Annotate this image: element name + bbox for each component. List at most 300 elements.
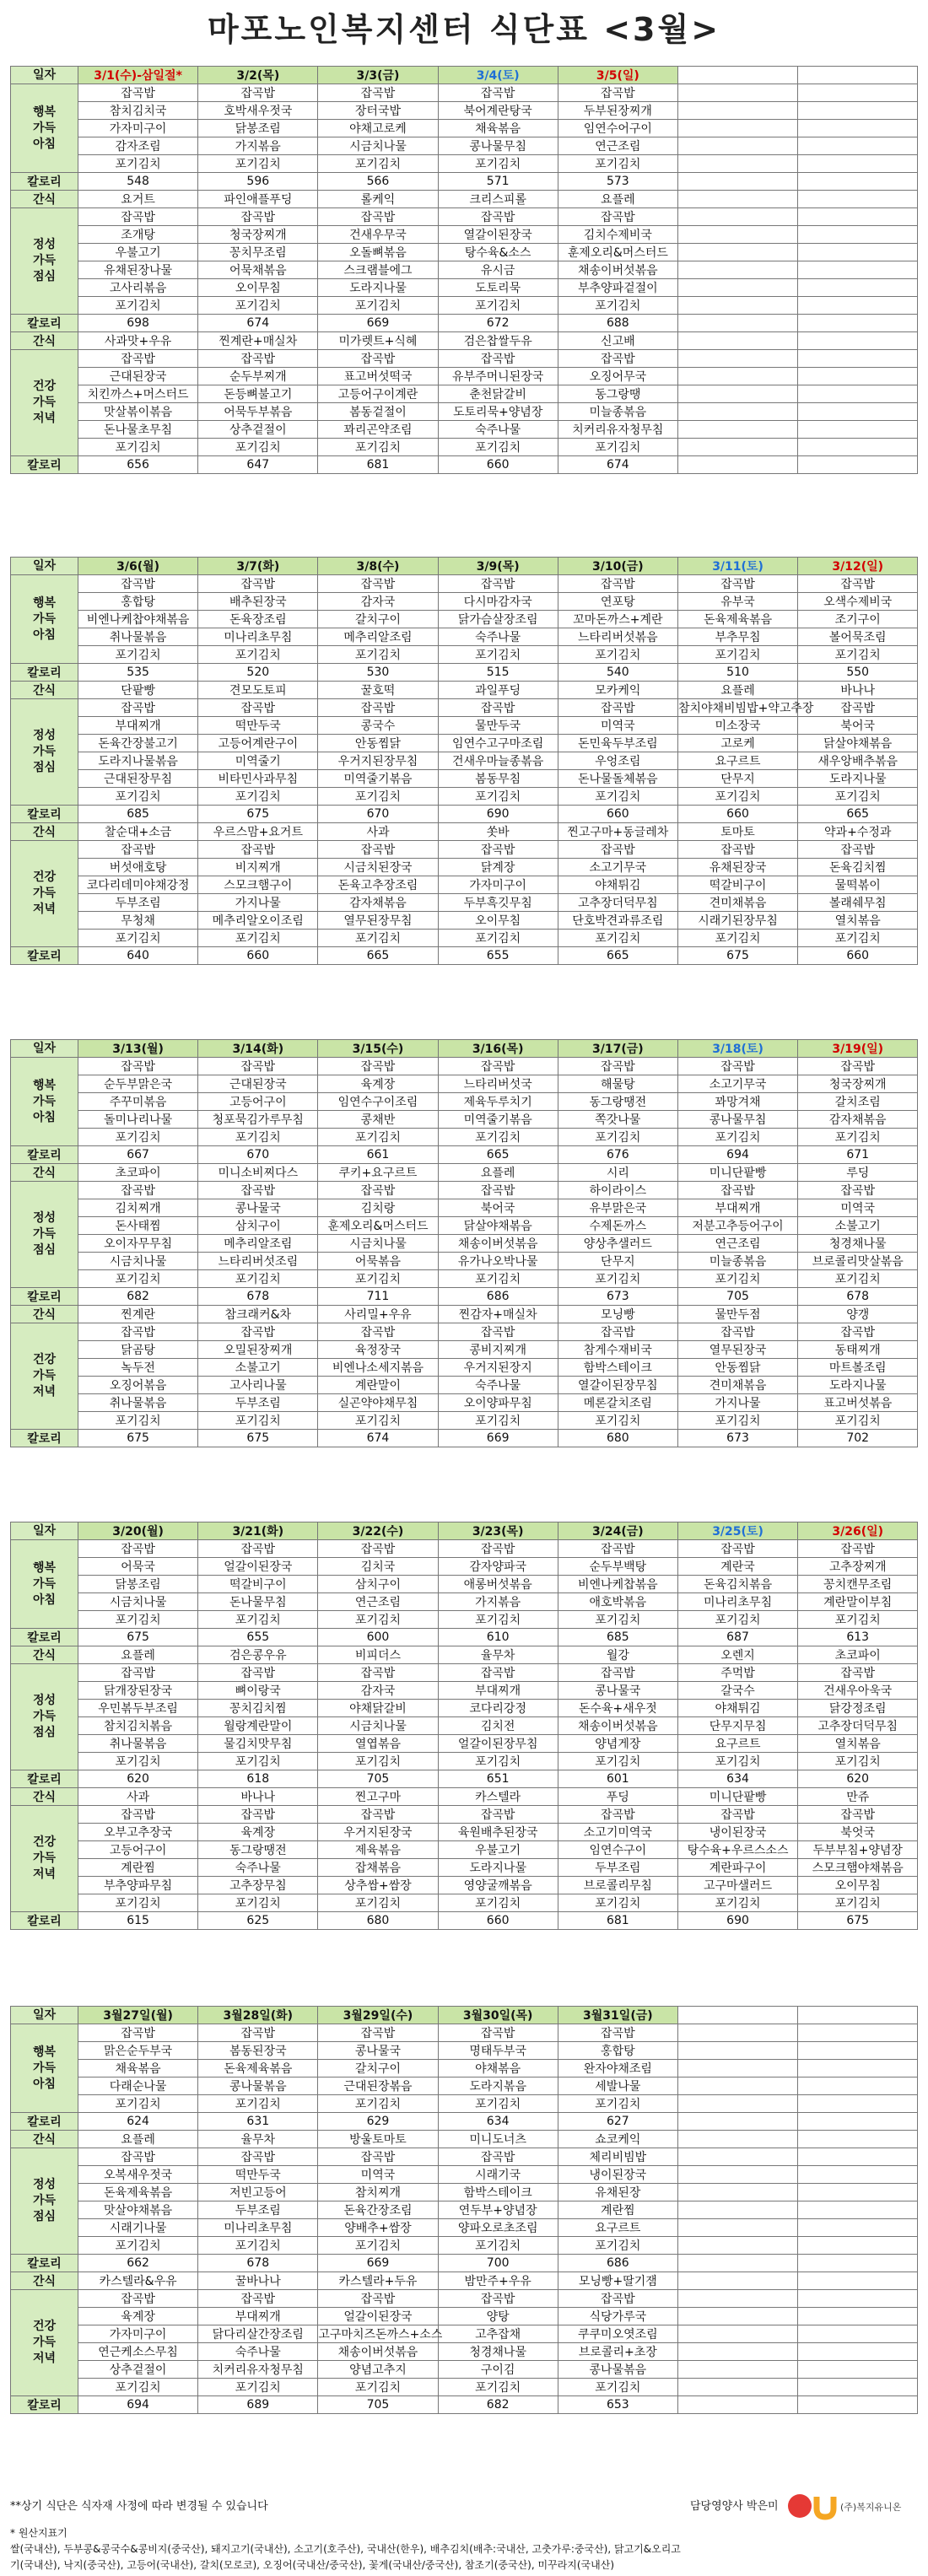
dinner-label-line: 가득 [32, 887, 57, 900]
lunch-item: 도토리묵 [438, 279, 558, 297]
snack-item: 율무차 [438, 1646, 558, 1664]
dinner-item: 잡곡밥 [78, 350, 198, 368]
snack-item: 토마토 [677, 823, 797, 841]
empty-cell [677, 244, 797, 261]
dinner-item: 포기김치 [677, 930, 797, 947]
date-header: 3월30일(목) [438, 2007, 558, 2024]
dinner-item: 닭다리살간장조림 [198, 2325, 318, 2343]
empty-cell [677, 208, 797, 226]
calorie-value: 665 [558, 947, 677, 965]
lunch-item: 오이자무무침 [78, 1235, 198, 1253]
empty-cell [677, 2060, 797, 2078]
lunch-label [11, 1182, 78, 1288]
dinner-item: 포기김치 [198, 930, 318, 947]
breakfast-label-line: 행복 [32, 105, 57, 119]
lunch-item: 잡곡밥 [438, 208, 558, 226]
dinner-item: 포기김치 [318, 2379, 438, 2396]
snack-item-label: 간식 [11, 191, 78, 208]
empty-cell [798, 403, 918, 421]
dinner-item: 잡곡밥 [198, 350, 318, 368]
breakfast-item: 포기김치 [558, 646, 677, 664]
lunch-item: 잡곡밥 [78, 2148, 198, 2166]
breakfast-label-line: 행복 [32, 1078, 57, 1092]
lunch-label-line: 정성 [32, 2178, 57, 2191]
empty-cell [677, 403, 797, 421]
date-label: 일자 [11, 67, 78, 84]
empty-cell [798, 102, 918, 120]
dinner-item: 잡곡밥 [558, 350, 677, 368]
dinner-item: 우거지된장국 [318, 1824, 438, 1841]
snack-item: 미니단팥빵 [677, 1788, 797, 1806]
dinner-label-line: 가득 [32, 1369, 57, 1382]
snack-item: 요플레 [677, 682, 797, 699]
origin-line: 쌀(국내산), 두부콩&콩국수&콩비지(중국산), 돼지고기(국내산), 소고기(호주산), 국내산(한우), 배추김치(배추:국내산, 고춧가루:중국산), 닭고기&오리고 [10, 2543, 681, 2555]
lunch-item: 잡곡밥 [318, 208, 438, 226]
breakfast-item: 숙주나물 [438, 628, 558, 646]
dinner-item: 포기김치 [198, 1412, 318, 1430]
breakfast-item: 꽁치캔무조림 [798, 1576, 918, 1593]
lunch-item: 잡곡밥 [558, 699, 677, 717]
empty-cell [798, 297, 918, 315]
empty-cell [677, 173, 797, 191]
breakfast-item: 포기김치 [78, 646, 198, 664]
lunch-item: 하이라이스 [558, 1182, 677, 1199]
dinner-label-line: 저녁 [32, 2352, 57, 2365]
lunch-item: 닭살야채볶음 [798, 735, 918, 752]
lunch-item: 포기김치 [198, 297, 318, 315]
breakfast-item: 닭봉조림 [198, 120, 318, 137]
breakfast-item: 잡곡밥 [798, 575, 918, 593]
calorie-value: 686 [558, 2255, 677, 2272]
dinner-item: 두부부침+양념장 [798, 1841, 918, 1859]
calorie-value: 672 [438, 315, 558, 332]
breakfast-item: 배추된장국 [198, 593, 318, 611]
dinner-item: 스모크햄야채볶음 [798, 1859, 918, 1877]
snack-item: 사과 [318, 823, 438, 841]
calorie-value: 690 [677, 1912, 797, 1930]
empty-cell [677, 2308, 797, 2325]
empty-cell [677, 456, 797, 474]
dinner-item: 잡곡밥 [438, 1323, 558, 1341]
dinner-item: 가지나물 [677, 1394, 797, 1412]
breakfast-label [11, 84, 78, 173]
breakfast-item: 돈육제육볶음 [198, 2060, 318, 2078]
empty-cell [798, 84, 918, 102]
empty-cell [798, 2308, 918, 2325]
lunch-item: 콩나물국 [198, 1199, 318, 1217]
dinner-item: 포기김치 [78, 1412, 198, 1430]
breakfast-item: 갈치조림 [798, 1093, 918, 1111]
snack-item: 검은찹쌀두유 [438, 332, 558, 350]
lunch-item: 포기김치 [798, 1270, 918, 1288]
breakfast-item: 포기김치 [438, 1611, 558, 1629]
breakfast-item: 잡곡밥 [798, 1058, 918, 1075]
lunch-item: 조개탕 [78, 226, 198, 244]
lunch-item: 포기김치 [558, 297, 677, 315]
lunch-item: 콩국수 [318, 717, 438, 735]
dinner-item: 고구마샐러드 [677, 1877, 797, 1894]
dinner-item: 마트볼조림 [798, 1359, 918, 1377]
lunch-item: 포기김치 [438, 2237, 558, 2255]
calorie-value: 694 [677, 1146, 797, 1164]
dinner-item: 두부흑깃무침 [438, 894, 558, 912]
snack-item: 양갱 [798, 1306, 918, 1323]
dinner-item: 근대된장국 [78, 368, 198, 385]
dinner-item: 포기김치 [798, 930, 918, 947]
breakfast-item: 포기김치 [798, 646, 918, 664]
breakfast-item: 잡곡밥 [558, 1058, 677, 1075]
dinner-item: 얼갈이된장국 [318, 2308, 438, 2325]
dinner-item: 잡곡밥 [438, 841, 558, 859]
snack-item: 롤케익 [318, 191, 438, 208]
lunch-item: 꽁치김치찜 [198, 1700, 318, 1717]
dinner-item: 도라지나물 [798, 1377, 918, 1394]
dinner-item: 계란말이 [318, 1377, 438, 1394]
empty-cell [677, 332, 797, 350]
breakfast-item: 미역줄기볶음 [438, 1111, 558, 1129]
snack-item: 약과+수정과 [798, 823, 918, 841]
lunch-item: 포기김치 [798, 1753, 918, 1770]
breakfast-label [11, 1540, 78, 1629]
dinner-label-line: 건강 [32, 870, 57, 884]
lunch-item: 얼갈이된장무침 [438, 1735, 558, 1753]
snack-item: 모카케익 [558, 682, 677, 699]
lunch-item: 포기김치 [438, 1270, 558, 1288]
empty-cell [677, 297, 797, 315]
snack-item-label: 간식 [11, 332, 78, 350]
dinner-item: 포기김치 [438, 1894, 558, 1912]
lunch-item: 포기김치 [318, 2237, 438, 2255]
lunch-label-line: 점심 [32, 270, 57, 283]
snack-item: 물만두점 [677, 1306, 797, 1323]
calorie-value: 676 [558, 1146, 677, 1164]
dinner-item: 오이무침 [438, 912, 558, 930]
dinner-item: 열무된장무침 [318, 912, 438, 930]
breakfast-item: 포기김치 [78, 155, 198, 173]
dinner-item: 가지나물 [198, 894, 318, 912]
snack-item: 요거트 [78, 191, 198, 208]
breakfast-item: 포기김치 [677, 1611, 797, 1629]
empty-cell [798, 2007, 918, 2024]
empty-cell [798, 2272, 918, 2290]
dinner-item: 도라지나물 [438, 1859, 558, 1877]
date-header: 3/10(금) [558, 558, 677, 575]
dinner-item: 치커리유자청무침 [198, 2361, 318, 2379]
snack-item: 쿠키+요구르트 [318, 1164, 438, 1182]
empty-cell [798, 191, 918, 208]
empty-cell [677, 2184, 797, 2201]
calorie-value: 675 [78, 1629, 198, 1646]
dinner-item: 치커리유자청무침 [558, 421, 677, 439]
calorie-value: 550 [798, 664, 918, 682]
dinner-item: 잡곡밥 [198, 1806, 318, 1824]
dinner-item: 메론갈치조림 [558, 1394, 677, 1412]
breakfast-item: 잡곡밥 [677, 1540, 797, 1558]
dinner-item: 동태찌개 [798, 1341, 918, 1359]
dinner-item: 잡곡밥 [438, 350, 558, 368]
dinner-label-line: 건강 [32, 1353, 57, 1366]
company-logo [786, 2492, 913, 2520]
calorie-value: 702 [798, 1430, 918, 1447]
snack-item: 방울토마토 [318, 2131, 438, 2148]
dinner-item: 포기김치 [798, 1894, 918, 1912]
breakfast-item: 포기김치 [318, 155, 438, 173]
dinner-item: 가자미구이 [438, 876, 558, 894]
date-header: 3/14(화) [198, 1040, 318, 1058]
lunch-item: 고로케 [677, 735, 797, 752]
lunch-label-line: 점심 [32, 2210, 57, 2223]
snack-item: 카스텔라 [438, 1788, 558, 1806]
calorie-value: 566 [318, 173, 438, 191]
snack-item: 오렌지 [677, 1646, 797, 1664]
breakfast-item: 콩채반 [318, 1111, 438, 1129]
dinner-item: 오밀된장찌개 [198, 1341, 318, 1359]
dinner-label-line: 건강 [32, 380, 57, 393]
dinner-item: 채송이버섯볶음 [318, 2343, 438, 2361]
lunch-label-line: 정성 [32, 1211, 57, 1225]
date-header: 3월28일(화) [198, 2007, 318, 2024]
snack-item: 월강 [558, 1646, 677, 1664]
empty-cell [798, 120, 918, 137]
dinner-item: 오부고추장국 [78, 1824, 198, 1841]
dinner-item: 식당가루국 [558, 2308, 677, 2325]
calorie-value-label: 칼로리 [11, 2396, 78, 2414]
calorie-value: 596 [198, 173, 318, 191]
lunch-item: 잡곡밥 [198, 1664, 318, 1682]
lunch-item: 새우앙배추볶음 [798, 752, 918, 770]
dinner-item: 잡곡밥 [798, 841, 918, 859]
breakfast-item: 잡곡밥 [318, 1058, 438, 1075]
snack-item: 쇼코케익 [558, 2131, 677, 2148]
lunch-item: 우엉조림 [558, 752, 677, 770]
empty-cell [677, 2396, 797, 2414]
dinner-item: 냉이된장국 [677, 1824, 797, 1841]
date-header: 3/2(목) [198, 67, 318, 84]
breakfast-item: 콩나물볶음 [198, 2078, 318, 2095]
snack-item: 모닝빵+딸기잼 [558, 2272, 677, 2290]
date-header: 3/26(일) [798, 1522, 918, 1540]
lunch-item: 포기김치 [438, 788, 558, 806]
calorie-value: 680 [558, 1430, 677, 1447]
empty-cell [677, 2272, 797, 2290]
lunch-item: 미늘종볶음 [677, 1253, 797, 1270]
snack-item: 미니소비찌다스 [198, 1164, 318, 1182]
lunch-item: 잡곡밥 [78, 1664, 198, 1682]
empty-cell [798, 315, 918, 332]
calorie-value: 631 [198, 2113, 318, 2131]
snack-item: 미니단팥빵 [677, 1164, 797, 1182]
empty-cell [677, 2325, 797, 2343]
dinner-item: 열치볶음 [798, 912, 918, 930]
dinner-item: 동그랑땡 [558, 385, 677, 403]
breakfast-label-line: 가득 [32, 121, 57, 135]
lunch-label-line: 가득 [32, 745, 57, 758]
empty-cell [677, 2255, 797, 2272]
dinner-item: 숙주나물 [198, 1859, 318, 1877]
breakfast-item: 유부국 [677, 593, 797, 611]
lunch-item: 잡곡밥 [318, 2148, 438, 2166]
dinner-item: 숙주나물 [198, 2343, 318, 2361]
breakfast-item: 잡곡밥 [78, 1058, 198, 1075]
date-header: 3/25(토) [677, 1522, 797, 1540]
empty-cell [677, 67, 797, 84]
snack-item: 모닝빵 [558, 1306, 677, 1323]
calorie-value: 660 [438, 456, 558, 474]
lunch-item: 잡곡밥 [798, 1664, 918, 1682]
breakfast-label [11, 2024, 78, 2113]
calorie-value: 530 [318, 664, 438, 682]
empty-cell [677, 2219, 797, 2237]
snack-item: 우르스맘+요거트 [198, 823, 318, 841]
breakfast-item: 포기김치 [78, 1129, 198, 1146]
calorie-value: 660 [438, 1912, 558, 1930]
lunch-item: 갈국수 [677, 1682, 797, 1700]
breakfast-item: 계란국 [677, 1558, 797, 1576]
breakfast-item: 두부된장찌개 [558, 102, 677, 120]
calorie-value: 669 [318, 2255, 438, 2272]
snack-item: 루딩 [798, 1164, 918, 1182]
lunch-item: 포기김치 [318, 788, 438, 806]
dinner-label-line: 가득 [32, 1851, 57, 1865]
dinner-item: 고등어구이 [78, 1841, 198, 1859]
lunch-item: 북어국 [438, 1199, 558, 1217]
dinner-item: 오징어무국 [558, 368, 677, 385]
lunch-item: 돈육제육볶음 [78, 2184, 198, 2201]
calorie-value: 669 [318, 315, 438, 332]
dinner-item: 브로콜리무침 [558, 1877, 677, 1894]
dinner-item: 부대찌개 [198, 2308, 318, 2325]
dinner-item: 포기김치 [78, 1894, 198, 1912]
breakfast-item: 콩나물국 [318, 2042, 438, 2060]
calorie-value-label: 칼로리 [11, 1770, 78, 1788]
empty-cell [798, 2219, 918, 2237]
lunch-item: 스크램블에그 [318, 261, 438, 279]
dinner-item: 견미채볶음 [677, 1377, 797, 1394]
empty-cell [677, 439, 797, 456]
breakfast-item: 근대된장볶음 [318, 2078, 438, 2095]
date-header: 3월31일(금) [558, 2007, 677, 2024]
lunch-item: 느타리버섯조림 [198, 1253, 318, 1270]
empty-cell [677, 2042, 797, 2060]
breakfast-item: 포기김치 [677, 646, 797, 664]
lunch-item: 미역줄기 [198, 752, 318, 770]
dinner-item: 잡곡밥 [318, 2290, 438, 2308]
breakfast-item: 연근조림 [558, 137, 677, 155]
snack-item: 비피더스 [318, 1646, 438, 1664]
calorie-value: 634 [438, 2113, 558, 2131]
lunch-item: 잡곡밥 [78, 699, 198, 717]
empty-cell [677, 2343, 797, 2361]
lunch-item: 저빈고등어 [198, 2184, 318, 2201]
calorie-value: 675 [677, 947, 797, 965]
lunch-item: 부대찌개 [78, 717, 198, 735]
empty-cell [677, 102, 797, 120]
dinner-item: 상추쌈+쌈장 [318, 1877, 438, 1894]
calorie-value: 675 [198, 806, 318, 823]
dinner-item: 포기김치 [198, 2379, 318, 2396]
dinner-item: 육정장국 [318, 1341, 438, 1359]
dinner-item: 돈등뼈불고기 [198, 385, 318, 403]
breakfast-item: 느타리버섯국 [438, 1075, 558, 1093]
date-header: 3/22(수) [318, 1522, 438, 1540]
lunch-item: 포기김치 [558, 1753, 677, 1770]
calorie-value: 682 [78, 1288, 198, 1306]
lunch-item: 잡곡밥 [78, 1182, 198, 1199]
calorie-value: 674 [558, 456, 677, 474]
lunch-item: 우민볶두부조림 [78, 1700, 198, 1717]
dinner-item: 육원배추된장국 [438, 1824, 558, 1841]
lunch-item: 잡곡밥 [318, 1182, 438, 1199]
lunch-item: 미소장국 [677, 717, 797, 735]
calorie-value: 681 [558, 1912, 677, 1930]
lunch-item: 탕수육&소스 [438, 244, 558, 261]
empty-cell [677, 261, 797, 279]
lunch-item: 포기김치 [78, 1270, 198, 1288]
snack-item: 시리 [558, 1164, 677, 1182]
lunch-item: 부대찌개 [438, 1682, 558, 1700]
dinner-item: 잡곡밥 [558, 1323, 677, 1341]
calorie-value: 656 [78, 456, 198, 474]
dinner-item: 잡곡밥 [78, 841, 198, 859]
breakfast-item: 다시마감자국 [438, 593, 558, 611]
breakfast-label-line: 행복 [32, 1560, 57, 1575]
dinner-item: 포기김치 [558, 1412, 677, 1430]
lunch-label-line: 가득 [32, 254, 57, 267]
dinner-item: 포기김치 [438, 2379, 558, 2396]
empty-cell [798, 385, 918, 403]
dinner-item: 실곤약야채무침 [318, 1394, 438, 1412]
date-header: 3/24(금) [558, 1522, 677, 1540]
calorie-value: 540 [558, 664, 677, 682]
lunch-item: 닭개장된장국 [78, 1682, 198, 1700]
breakfast-item: 연근조림 [318, 1593, 438, 1611]
empty-cell [677, 2024, 797, 2042]
date-header: 3/18(토) [677, 1040, 797, 1058]
empty-cell [677, 2166, 797, 2184]
lunch-item: 물만두국 [438, 717, 558, 735]
date-header: 3/5(일) [558, 67, 677, 84]
dinner-item: 유부주머니된장국 [438, 368, 558, 385]
dinner-item: 버섯애호탕 [78, 859, 198, 876]
dinner-item: 고추장무침 [198, 1877, 318, 1894]
breakfast-item: 명태두부국 [438, 2042, 558, 2060]
dinner-item: 북엇국 [798, 1824, 918, 1841]
calorie-value: 675 [798, 1912, 918, 1930]
lunch-item: 오이무침 [198, 279, 318, 297]
change-note: **상기 식단은 식자재 사정에 따라 변경될 수 있습니다 [10, 2500, 268, 2513]
dinner-item: 무청채 [78, 912, 198, 930]
lunch-label-line: 가득 [32, 2194, 57, 2207]
breakfast-item: 돈육제육볶음 [677, 611, 797, 628]
calorie-value: 601 [558, 1770, 677, 1788]
dinner-item: 어묵두부볶음 [198, 403, 318, 421]
lunch-item: 포기김치 [558, 2237, 677, 2255]
lunch-item: 냉이된장국 [558, 2166, 677, 2184]
lunch-item: 물김치맛무침 [198, 1735, 318, 1753]
breakfast-item: 잡곡밥 [798, 1540, 918, 1558]
snack-item: 만쥬 [798, 1788, 918, 1806]
breakfast-item: 포기김치 [558, 1129, 677, 1146]
calorie-value: 600 [318, 1629, 438, 1646]
dinner-item: 봄동겉절이 [318, 403, 438, 421]
date-header: 3/15(수) [318, 1040, 438, 1058]
dinner-item: 고추장더덕무침 [558, 894, 677, 912]
dinner-item: 고등어구이계란 [318, 385, 438, 403]
empty-cell [677, 2095, 797, 2113]
lunch-item: 참치찌개 [318, 2184, 438, 2201]
dinner-item: 포기김치 [558, 930, 677, 947]
dinner-item: 포기김치 [438, 1412, 558, 1430]
